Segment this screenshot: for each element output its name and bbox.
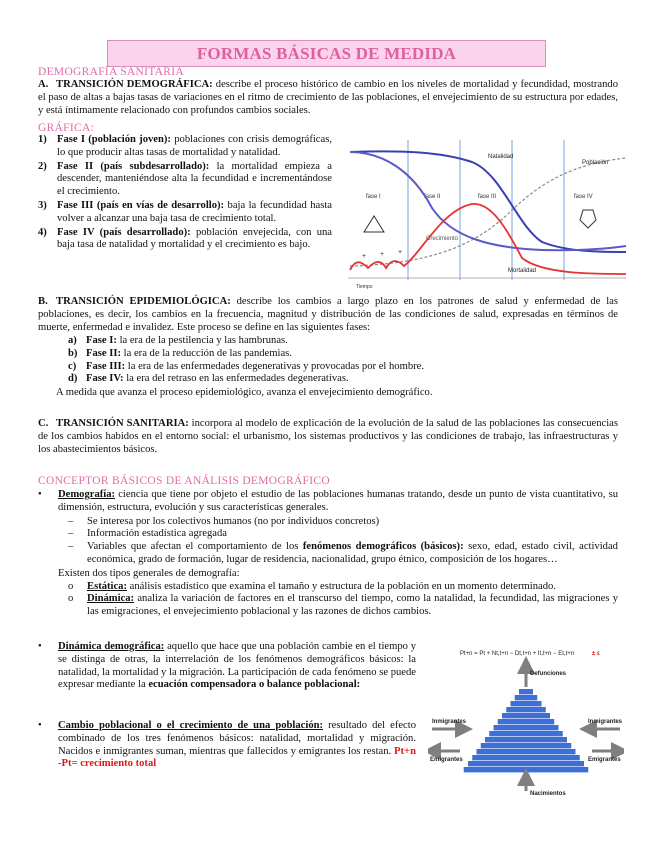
cambio-term: Cambio poblacional o el crecimiento de una población:: [58, 720, 324, 731]
tipo-text: analiza la variación de factores en el transcurso del tiempo, como la natalidad, la fecundidad, las migraciones y las emigraciones, el envejecimiento poblacional y las razones de dichos cambios.: [87, 593, 618, 618]
section-heading-conceptos: CONCEPTOR BÁSICOS DE ANÁLISIS DEMOGRÁFICO: [38, 475, 330, 487]
phase-item: [38, 161, 332, 199]
circle-bullet-icon: o: [68, 593, 74, 605]
pyramid-bar: [472, 755, 580, 760]
dinamica-text: aquello que hace que una población cambie en el tiempo y se distinga de otras, la interrelación de los fenómenos demográficos básicos: la natalidad, la mortalidad y la migración. La participación de cada fenómeno se puede expresar mediante la: [58, 641, 416, 691]
circle-bullet-icon: o: [68, 580, 74, 592]
inmigrantes-right-label: Inmigrantes: [588, 719, 623, 725]
b-phase-text: la era del retraso en las enfermedades degenerativas.: [126, 373, 349, 385]
crecimiento-label: Crecimiento: [426, 236, 459, 242]
item-a-text: describe el proceso histórico de cambio en los niveles de mortalidad y fecundidad, mostrando el paso de altas a bajas tasas de variaciones en el ritmo de crecimiento de las poblaciones, el envejecimiento de su estructura por edades, y está íntimamente relacionado con profundos cambios sociales.: [38, 79, 619, 116]
b-phase-term: Fase I:: [86, 335, 117, 346]
phase-term: Fase IV (país desarrollado):: [57, 226, 191, 238]
dash-item-text: Información estadística agregada: [87, 528, 228, 540]
phase-num: 1): [38, 134, 47, 145]
dash-item-text: Se interesa por los colectivos humanos (no por individuos concretos): [87, 515, 380, 527]
b-phase-item: [68, 348, 608, 361]
phase-term: Fase I (población joven):: [57, 134, 171, 145]
phase-num: 4): [38, 226, 47, 238]
item-a: [38, 79, 618, 117]
b-phase-letter: b): [68, 347, 78, 359]
pyramid-bar: [468, 761, 584, 766]
dinamica-bold: ecuación compensadora o balance poblacional:: [148, 679, 361, 691]
cambio-bullet: [38, 720, 416, 771]
tipo-item: [68, 593, 618, 619]
emigrantes-right-label: Emigrantes: [588, 757, 621, 763]
dash-icon: –: [68, 515, 74, 527]
b-phase-item: [68, 361, 608, 374]
plus-marker: +: [380, 251, 385, 258]
tipo-text: análisis estadístico que examina el tamaño y estructura de la población en un momento determinado.: [129, 580, 556, 592]
item-b-text: describe los cambios a largo plazo en los patrones de salud y enfermedad de las poblaciones, es decir, los cambios en la frecuencia, magnitud y distribución de las condiciones de salud, expresadas en términos de muerte, enfermedad e invalidez. Este proceso se define en las siguientes fases:: [38, 296, 618, 333]
balance-formula: Pt+n = Pt + Nt,t+n − Dt,t+n + It,t+n − Et,t+n: [460, 651, 575, 657]
pyramid-bar: [481, 743, 572, 748]
pyramid-bar: [485, 737, 567, 742]
dash-item: [68, 528, 618, 541]
phase-num: 3): [38, 199, 47, 211]
pyramid-bar: [489, 731, 563, 736]
phase-item: [38, 134, 332, 160]
b-phase-letter: c): [68, 360, 77, 372]
b-phase-term: Fase II:: [86, 347, 122, 359]
item-c-letter: C.: [38, 418, 49, 429]
phase-text: baja la fecundidad hasta volver a alcanzar una baja tasa de crecimiento total.: [57, 199, 332, 224]
page-title: FORMAS BÁSICAS DE MEDIDA: [196, 44, 457, 63]
pyramid-bar: [519, 689, 533, 694]
b-phase-item: [68, 373, 608, 386]
item-b-letter: B.: [38, 296, 48, 307]
nacimientos-label: Nacimientos: [530, 791, 566, 797]
item-a-letter: A.: [38, 79, 49, 90]
phase-num: 2): [38, 160, 47, 172]
phase-term: Fase III (país en vías de desarrollo):: [57, 199, 225, 211]
item-a-term: TRANSICIÓN DEMOGRÁFICA:: [56, 79, 213, 90]
b-phases-list: [68, 335, 608, 386]
dash-list: [38, 516, 618, 567]
b-phase-letter: d): [68, 373, 78, 385]
b-phase-text: la era de la pestilencia y las hambrunas.: [119, 335, 288, 346]
pyramid-bar: [464, 767, 589, 772]
mortalidad-label: Mortalidad: [508, 268, 537, 274]
demografia-text: ciencia que tiene por objeto el estudio de las poblaciones humanas tratando, desde un punto de vista cuantitativo, su dimensión, estructura, evolución y sus características generales.: [58, 489, 618, 513]
cambio-formula: Pt+n -Pt= crecimiento total: [58, 745, 416, 770]
b-phase-letter: a): [68, 335, 77, 346]
dash-item: [68, 541, 618, 567]
dash-icon: –: [68, 541, 74, 553]
phase-item: [38, 200, 332, 226]
tipo-term: Dinámica:: [87, 593, 135, 605]
demografia-bullet: [38, 489, 618, 619]
section-heading-demografia: DEMOGRAFÍA SANITARIA: [38, 66, 184, 78]
grafica-heading: GRÁFICA:: [38, 122, 95, 134]
pyramid-bar: [498, 719, 555, 724]
pyramid-bar: [502, 713, 550, 718]
b-phase-item: [68, 335, 608, 348]
population-pyramid-figure: [428, 643, 624, 801]
phase-label-4: fase IV: [574, 194, 593, 200]
tiempo-label: Tiempo: [356, 284, 373, 290]
tipo-term: Estática:: [87, 580, 128, 592]
defunciones-label: Defunciones: [530, 671, 567, 677]
phases-list: [38, 134, 332, 252]
variables-term: fenómenos demográficos (básicos):: [302, 541, 464, 553]
bullet-icon: •: [38, 489, 42, 500]
dash-item: [68, 515, 618, 529]
b-phase-term: Fase IV:: [86, 373, 124, 385]
phase-term: Fase II (país subdesarrollado):: [57, 160, 210, 172]
inmigrantes-left-label: Inmigrantes: [432, 719, 467, 725]
bullet-icon: •: [38, 641, 42, 652]
dinamica-term: Dinámica demográfica:: [58, 641, 165, 652]
b-after-text: A medida que avanza el proceso epidemiológico, avanza el envejecimiento demográfico.: [56, 387, 433, 398]
phase-text: la mortalidad empieza a descender, manteniéndose alta la fecundidad e incrementándose el crecimiento.: [57, 160, 332, 198]
cambio-text: resultado del efecto combinado de los tres fenómenos básicos: natalidad, mortalidad y migración. Nacidos e inmigrantes suman, mientras que fallecidos y emigrantes los restan.: [58, 720, 417, 757]
phase-text: poblaciones con crisis demográficas, lo que producir altas tasas de mortalidad y natalidad.: [57, 134, 332, 158]
transition-chart: [342, 130, 632, 292]
phase-text: población envejecida, con una baja tasa de natalidad y mortalidad y el crecimiento es bajo.: [57, 226, 332, 251]
tipos-list: [38, 581, 618, 619]
item-b-term: TRANSICIÓN EPIDEMIOLÓGICA:: [56, 296, 231, 307]
natalidad-label: Natalidad: [488, 154, 514, 160]
phase-label-2: fase II: [424, 194, 441, 200]
pyramid-bar: [515, 695, 538, 700]
demografia-term: Demografía:: [58, 489, 116, 500]
plus-marker: +: [398, 249, 403, 256]
dash-icon: –: [68, 528, 74, 540]
b-phase-text: la era de las enfermedades degenerativas y provocadas por el hombre.: [127, 360, 424, 372]
title-box: [107, 40, 546, 67]
item-c-term: TRANSICIÓN SANITARIA:: [56, 418, 189, 429]
pyramid-bar: [511, 701, 542, 706]
item-c: [38, 418, 618, 456]
variables-pre: Variables que afectan el comportamiento de los: [87, 541, 299, 553]
plus-marker: +: [362, 253, 367, 260]
item-c-text: incorpora al modelo de explicación de la evolución de la salud de las poblaciones las consecuencias de los cambios habidos en el entorno social: el urbanismo, los sistemas productivos y las condiciones de trabajo, las infraestructuras y los abastecimientos básicos.: [38, 418, 618, 455]
phase-item: [38, 227, 332, 253]
item-b: [38, 296, 618, 334]
pyramid-bar: [506, 707, 546, 712]
tipo-item: [68, 580, 618, 594]
bullet-icon: •: [38, 720, 42, 731]
balance-formula-extra: ± ε: [592, 651, 600, 657]
b-phase-text: la era de la reducción de las pandemias.: [123, 347, 292, 359]
pyramid-bar: [494, 725, 559, 730]
tipos-intro: Existen dos tipos generales de demografía:: [58, 567, 240, 579]
emigrantes-left-label: Emigrantes: [430, 757, 463, 763]
phase-label-1: fase I: [366, 194, 381, 200]
poblacion-label: Población: [582, 160, 609, 166]
dinamica-bullet: [38, 641, 416, 692]
variables-post: sexo, edad, estado civil, actividad económica, grado de formación, lugar de residencia, nacionalidad, grupo étnico, composición de los hogares…: [87, 541, 618, 565]
b-phase-term: Fase III:: [86, 360, 126, 372]
pyramid-bar: [477, 749, 576, 754]
phase-label-3: fase III: [478, 194, 497, 200]
